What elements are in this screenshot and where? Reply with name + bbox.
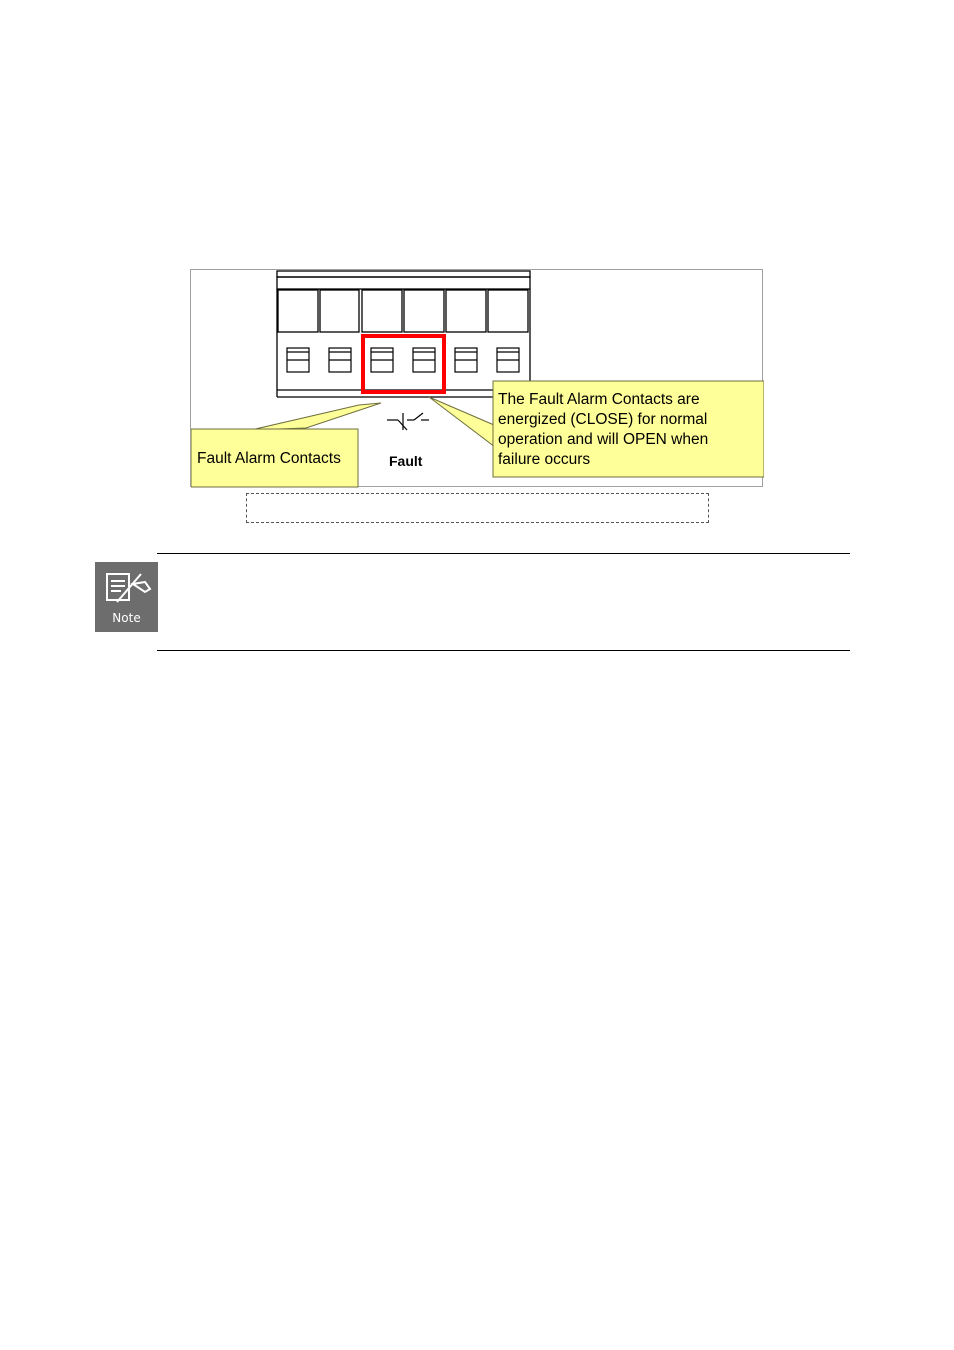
callout-right-line-1: The Fault Alarm Contacts are — [498, 391, 700, 408]
fault-switch-symbol — [387, 413, 429, 430]
callout-right — [429, 381, 764, 477]
callout-right-line-3: operation and will OPEN when — [498, 431, 709, 448]
figure-caption — [246, 493, 709, 523]
note-icon — [95, 562, 158, 632]
fault-label: Fault — [389, 453, 423, 469]
fault-contacts-highlight — [363, 336, 444, 392]
callout-left — [191, 403, 381, 487]
note-rule-top — [157, 553, 850, 554]
figure-frame — [190, 269, 763, 487]
note-rule-bottom — [157, 650, 850, 651]
terminal-windows — [287, 348, 519, 372]
note-icon-label: Note — [112, 611, 141, 625]
terminal-block-diagram — [191, 270, 764, 488]
callout-right-line-2: energized (CLOSE) for normal — [498, 411, 708, 428]
pen-and-paper-icon — [95, 562, 158, 612]
callout-right-line-4: failure occurs — [498, 451, 591, 468]
callout-left-text: Fault Alarm Contacts — [197, 450, 341, 467]
